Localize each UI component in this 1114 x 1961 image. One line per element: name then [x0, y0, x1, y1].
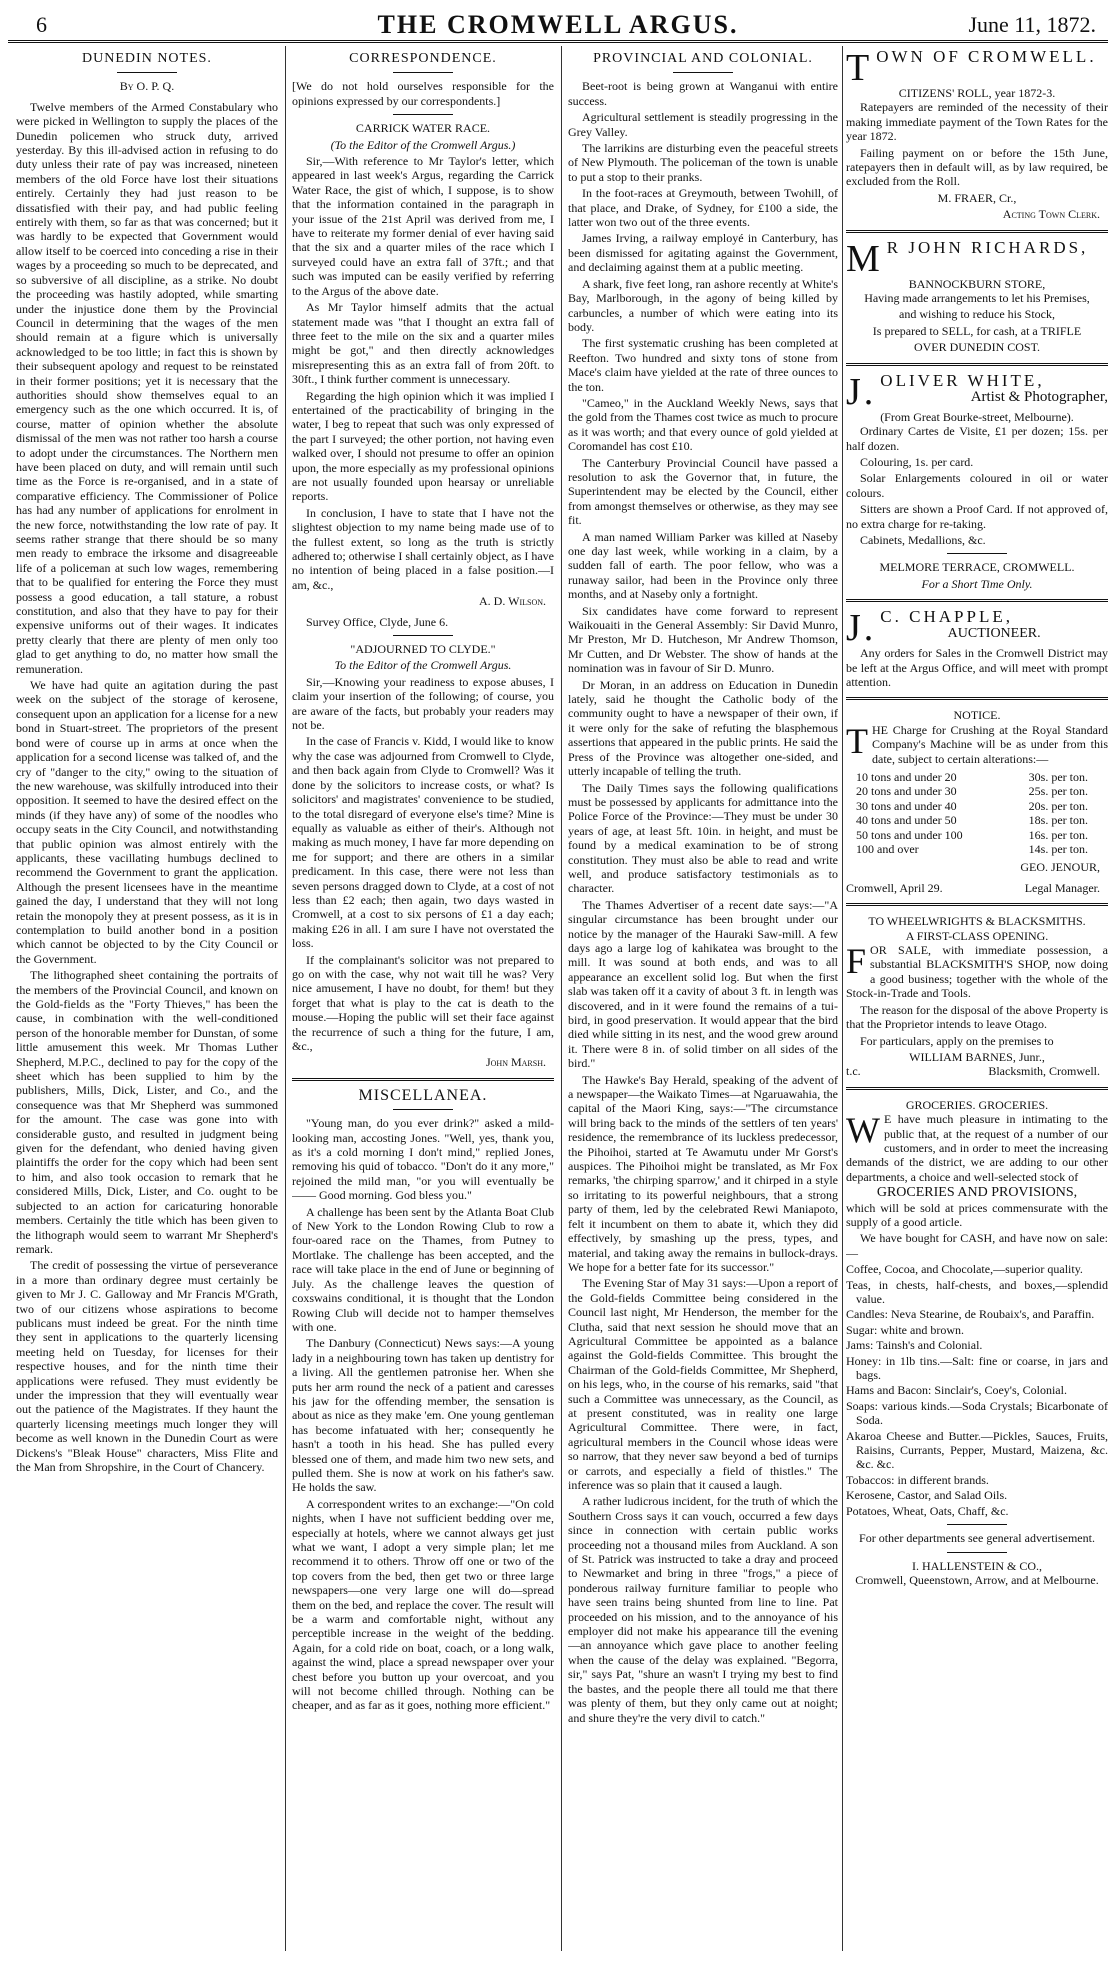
rate-price: 18s. per ton. — [1028, 813, 1088, 828]
ad-heading: TO WHEELWRIGHTS & BLACKSMITHS. — [868, 914, 1086, 929]
news-item: A man named William Parker was killed at Naseby one day last week, while working in a claim, by a sudden fall of earth. The poor fellow, who was a runaway sailor, had been in the Province only three months, and at Naseby only a fortnight. — [568, 529, 838, 602]
drop-cap: M — [846, 237, 883, 280]
ad-title: OLIVER WHITE, — [880, 370, 1045, 390]
ad-subtitle: BANNOCKBURN STORE, — [908, 276, 1046, 291]
letter-paragraph: In conclusion, I have to state that I have not the slightest objection to my name being made use of to the fullest extent, so long as the truth is strictly adhered to; otherwise I shall certainly object, as I have no intention of being placed in a false position.—I am, &c., — [292, 505, 554, 592]
ad-line: OVER DUNEDIN COST. — [913, 340, 1041, 355]
ad-text: We have bought for CASH, and have now on sale:— — [846, 1231, 1108, 1260]
news-item: Agricultural settlement is steadily progressing in the Grey Valley. — [568, 110, 838, 139]
article-paragraph: The credit of possessing the virtue of perseverance in a more than ordinary degree must certainly be given to Mr J. C. Galloway and Mr Francis M'Grath, two of our citizens whose aspirations to become publicans must indeed be great. For the ninth time they sent in applications to the quarterly licensing meeting held on Tuesday, for licenses for their respective houses, and for the ninth time their applications were refused. They must evidently be under the impression that they will eventually wear out the patience of the Magistrates. If they haunt the quarterly licensing meetings much longer they will become as well known in the Dunedin Court as were Dickens's "Bleak House" characters, Miss Flite and the Man from Shropshire, in the Court of Chancery. — [16, 1258, 278, 1474]
ad-title: R JOHN RICHARDS, — [886, 237, 1089, 257]
grocery-item: Hams and Bacon: Sinclair's, Coey's, Colonial. — [846, 1383, 1067, 1398]
ad-item: Cabinets, Medallions, &c. — [860, 532, 986, 547]
rate-price: 20s. per ton. — [1028, 798, 1088, 813]
ad-text: which will be sold at prices commensurate with the supply of a good article. — [846, 1200, 1108, 1229]
section-heading: DUNEDIN NOTES. — [82, 51, 212, 66]
ad-signature: GEO. JENOUR, — [1020, 860, 1100, 875]
byline: By O. P. Q. — [119, 79, 175, 94]
ad-footer-note: For other departments see general advertisement. — [859, 1531, 1095, 1546]
grocery-item: Coffee, Cocoa, and Chocolate,—superior quality. — [846, 1262, 1083, 1277]
article-paragraph: The lithographed sheet containing the portraits of the members of the Provincial Council, and known on the Gold-fields as the "Forty Thieves," has been the cause, in combination with the well-conditioned person of the honorable member for Dunstan, of some little amusement this week. Mr Thomas Luther Shepherd, M.P.C., declined to pay for the copy of the sheet which has been supplied to him by the publishers, Mills, Dick, Lister, and Co., and the consequence was that Mr Shepherd was summoned for the amount. The case was gone into with considerable gusto, and resulted in judgment being given for the defendant, who denied having given plaintiffs the order for the copy which had been sent to him, and also took occasion to remark that he considered Mills, Dick, Lister, and Co. ought to be subjected to an action for caricaturing honorable members. Certainly the title which has been given to the lithograph would seem to warrant Mr Shepherd's remark. — [16, 968, 278, 1256]
letter-paragraph: As Mr Taylor himself admits that the actual statement made was "that I thought an extra fall of three feet to the mile on the six and a quarter miles might be got," and then directly acknowledges misrepresenting this as an extra fall of from 20ft. to 30ft., I think further comment is unnecessary. — [292, 300, 554, 387]
ad-groceries — [846, 1098, 1108, 1588]
ad-text: HE Charge for Crushing at the Royal Standard Company's Machine will be as under from this date, subject to certain alterations:— — [872, 722, 1108, 766]
news-item: The Evening Star of May 31 says:—Upon a report of the Gold-fields Committee being considered in the Council last night, Mr Henderson, the member for the Clutha, said that next session he should move that an Agricultural Committee be appointed as a balance against the Gold-fields Committee. This brought the Chairman of the Gold-fields Committee, Mr Shepherd, on his legs, who, in the course of his remarks, said "that such a Committee was unnecessary, as the Council, as at present constituted, was in reality one large Agricultural Committee. There were, in fact, agricultural members in the Council whose ideas were so narrow, that they never saw beyond a bed of turnips or carrots, and especially a field of thistles." The inference was so plain that it caused a laugh. — [568, 1276, 838, 1492]
ad-line: and wishing to reduce his Stock, — [899, 307, 1055, 322]
masthead — [8, 6, 1108, 43]
ad-crushing-notice — [846, 708, 1108, 895]
ad-footer-note: For a Short Time Only. — [921, 576, 1033, 591]
divider — [947, 553, 1007, 554]
rate-price: 14s. per ton. — [1028, 842, 1088, 857]
news-item: Beet-root is being grown at Wanganui with entire success. — [568, 79, 838, 108]
ad-title-line: Artist & Photographer, — [970, 389, 1108, 406]
grocery-item: Akaroa Cheese and Butter.—Pickles, Sauces, Fruits, Raisins, Currants, Pepper, Mustard, Maizena, &c. &c. &c. — [846, 1428, 1108, 1472]
rate-row — [856, 813, 1108, 827]
page-number: 6 — [36, 12, 47, 37]
news-item: The Thames Advertiser of a recent date says:—"A singular circumstance has been brought under our notice by the manager of the Hauraki Saw-mill. A few days ago a large log of kahikatea was brought to the mill. It was sound at both ends, and was to all appearance an excellent solid log. But when the first slab was taken off it a cavity of about 3 ft. in length was discovered, and in it were found the remains of a tui-bird, in good preservation. It would appear that the bird died while sitting in its nest, and the wood grew around it. There were 8 in. of solid timber on all sides of the bird." — [568, 897, 838, 1071]
ad-footer: MELMORE TERRACE, CROMWELL. — [879, 560, 1075, 575]
ad-title: C. CHAPPLE, — [880, 607, 1013, 627]
ad-address: Cromwell, Queenstown, Arrow, and at Melbourne. — [855, 1572, 1099, 1587]
ad-line: Is prepared to SELL, for cash, at a TRIFLE — [872, 323, 1082, 338]
ad-signature: WILLIAM BARNES, Junr., — [909, 1049, 1045, 1064]
news-item: Six candidates have come forward to represent Waikouaiti in the General Assembly: Sir David Munro, Mr Preston, Mr D. Hutcheson, Mr Andrew Thomson, Mr Cutten, and Dr Webster. The show of hands at the nomination was in favour of Sir D. Munro. — [568, 603, 838, 676]
divider — [673, 72, 733, 73]
ad-signature-line — [846, 1064, 1108, 1078]
rate-row — [856, 784, 1108, 798]
ad-role: Legal Manager. — [1024, 880, 1100, 895]
news-item: The Hawke's Bay Herald, speaking of the advent of a newspaper—the Waikato Times—at Ngaruawahia, the capital of the Maori King, says:—"The circumstance will bring back to the minds of the settlers of ten years' residence, the remembrance of its luckless predecessor, the Pihoihoi, started at Te Awamutu under Mr Gorst's auspices. The Pihoihoi might be translated, as Mr Fox remarks, 'the chirping sparrow,' and it chirped in a style so irritating to its powerful neighbours, that a strong party of them, led by the celebrated Rewi Maniapoto, felt it incumbent on them to abate it, which they did effectively, by smashing up the press, types, and material, and taking away the remains in bullock-drays. We hope for a better fate for its successor." — [568, 1072, 838, 1274]
ad-place: Cromwell, April 29. — [846, 880, 943, 895]
ad-line: Having made arrangements to let his Premises, — [864, 291, 1090, 306]
divider — [117, 72, 177, 73]
ad-oliver-white — [846, 370, 1108, 591]
news-item: The first systematic crushing has been completed at Reefton. Two hundred and sixty tons of stone from Mace's claim have yielded at the rate of three ounces to the ton. — [568, 336, 838, 394]
article-paragraph: We have had quite an agitation during the past week on the subject of the storage of kerosene, consequent upon an application for a license for a new bond in Stuart-street. The proprietors of the present bond were of course up in arms at once when the application for a second license was talked of, and the cry of "danger to the city," owing to the situation of the new warehouse, was skilfully introduced into their opposition. It seemed to have the desired effect on the minds (if they have any) of some of the noodles who occupy seats in the City Council, and notwithstanding that public opinion was almost entirely with the applicants, these vacillating humbugs declined to recommend the Government to grant the application. Although the present licensees have in the meantime gained the day, I understand that they will not long retain the monopoly they at present possess, as it is in contemplation to build another bond in a position which cannot be objected to by the City Council or the Government. — [16, 678, 278, 966]
divider — [846, 903, 1108, 906]
letter-paragraph: Sir,—With reference to Mr Taylor's letter, which appeared in last week's Argus, regarding the Carrick Water Race, the gist of which, I suppose, is to show that the information contained in the paragraph in your issue of the 21st April was derived from me, I have to reiterate my former denial of ever having said that the six and a quarter miles of the race which I surveyed could have an extra fall of 37ft.; and that such was imputed can be easily verified by referring to the Argus of the above date. — [292, 154, 554, 298]
ad-john-richards — [846, 237, 1108, 355]
divider — [846, 230, 1108, 233]
divider — [393, 114, 453, 115]
drop-cap: T — [846, 47, 873, 89]
rate-range: 30 tons and under 40 — [856, 798, 957, 813]
divider — [947, 1552, 1007, 1553]
drop-cap: T — [846, 720, 868, 761]
ad-item: Ordinary Cartes de Visite, £1 per dozen; 15s. per half dozen. — [846, 424, 1108, 453]
divider — [846, 697, 1108, 700]
rate-range: 100 and over — [856, 842, 919, 857]
news-item: The Daily Times says the following qualifications must be possessed by applicants for admittance into the Police Force of the Province:—They must be under 30 years of age, at least 5ft. 10in. in height, and must be found by a medical examination to be of strong constitution. They must also be able to read and write well, and produce satisfactory testimonials as to character. — [568, 780, 838, 896]
grocery-item: Sugar: white and brown. — [846, 1322, 964, 1337]
rate-table — [856, 770, 1108, 856]
rate-price: 16s. per ton. — [1028, 827, 1088, 842]
section-heading: PROVINCIAL AND COLONIAL. — [593, 51, 813, 66]
ad-role: Blacksmith, Cromwell. — [988, 1064, 1100, 1079]
rate-row — [856, 842, 1108, 856]
divider — [393, 72, 453, 73]
ad-address: (From Great Bourke-street, Melbourne). — [880, 409, 1074, 424]
column-dunedin-notes — [16, 46, 278, 1951]
rate-price: 30s. per ton. — [1028, 770, 1088, 784]
divider — [292, 1078, 554, 1081]
news-item: A rather ludicrous incident, for the truth of which the Southern Cross says it can vouch, occurred a few days since in connection with certain public works proceeding not a thousand miles from Auckland. A son of St. Patrick was instructed to take a dray and proceed to Newmarket and bring in three "frogs," a piece of ponderous railway furniture familiar to people who have seen trains being shunted from line to line. Pat proceeded on his mission, and to the annoyance of his employer did not make his appearance till the evening—an annoyance which gave place to another feeling when the cause of the delay was explained. "Begorra, sir," says Pat, "shure an wasn't I trying my best to find the bastes, and the people there all tould me that there was plenty of them, but they only came out at noight; and shure they're the very divil to catch." — [568, 1494, 838, 1725]
column-divider — [842, 46, 843, 1951]
letter-title: "ADJOURNED TO CLYDE." — [350, 642, 496, 657]
letter-place: Survey Office, Clyde, June 6. — [306, 614, 449, 629]
newspaper-title: THE CROMWELL ARGUS. — [377, 10, 739, 39]
letter-paragraph: Sir,—Knowing your readiness to expose abuses, I claim your insertion of the following; of course, you are aware of the facts, but probably your readers may not be. — [292, 674, 554, 733]
ad-text: The reason for the disposal of the above Property is that the Proprietor intends to leave Otago. — [846, 1002, 1108, 1032]
letter-signature: John Marsh. — [485, 1055, 546, 1070]
column-divider — [561, 46, 562, 1951]
ad-text: For particulars, apply on the premises to — [860, 1033, 1054, 1048]
divider — [846, 599, 1108, 602]
letter-signature: A. D. Wilson. — [479, 594, 546, 609]
column-provincial-colonial — [568, 46, 838, 1951]
grocery-item: Potatoes, Wheat, Oats, Chaff, &c. — [846, 1503, 1009, 1518]
divider — [947, 1524, 1007, 1525]
divider — [846, 1087, 1108, 1090]
ad-big-text: GROCERIES AND PROVISIONS, — [876, 1185, 1078, 1201]
ad-town-of-cromwell — [846, 47, 1108, 222]
drop-cap: J. — [846, 607, 877, 650]
ad-chapple — [846, 607, 1108, 689]
grocery-item: Candles: Neva Stearine, de Roubaix's, and Paraffin. — [846, 1307, 1095, 1322]
news-item: In the foot-races at Greymouth, between Twohill, of that place, and Drake, of Sydney, for £100 a side, the latter won two out of the three events. — [568, 186, 838, 230]
ad-text: OR SALE, with immediate possession, a substantial BLACKSMITH'S SHOP, now doing a good business; together with the whole of the Stock-in-Trade and Tools. — [846, 943, 1108, 1001]
ad-heading: NOTICE. — [953, 708, 1001, 723]
column-divider — [285, 46, 286, 1951]
ad-text: Failing payment on or before the 15th June, ratepayers then in default will, as by law required, be excluded from the Roll. — [846, 145, 1108, 189]
rate-row — [856, 799, 1108, 813]
news-item: The larrikins are disturbing even the peaceful streets of New Plymouth. The policeman of the town is unable to put a stop to their pranks. — [568, 141, 838, 184]
article-paragraph: Twelve members of the Armed Constabulary who were picked in Wellington to supply the places of the Dunedin policemen who struck duty, arrived yesterday. By this ill-advised action in refusing to do duty unless their rate of pay was increased, nineteen members of the old Force have lost their situations entirely. Certainly they had just reason to be dissatisfied with their pay, and had public feeling entirely with them, so far as that was concerned; but it was hardly to be expected that Government would allow itself to be coerced into conceding a rise in their wages by a proceeding so much to be deprecated, and so subversive of all discipline, as a strike. No doubt the proceeding was hastily adopted, while smarting under the injustice done them by the Provincial Council in determining that the wages of the men should remain at a figure which is universally acknowledged to be too little; in fact this is shown by their subsequent apology and request to be reinstated in their former positions; yet it is necessary that the authorities should show themselves equal to an emergency such as the one which occurred. It is, of course, matter of opinion whether the absolute dismissal of the men was not rather too harsh a course to adopt under the circumstances. The Northern men have been placed on duty, and will remain until such time as the Force is re-organised, and in a state of comparative efficiency. The Commissioner of Police has had any number of applications for enrolment in the new force, notwithstanding the low rate of pay. It seems rather strange that there should be so many men ready to embrace the irksome and disagreeable life of a policeman at such low wages, remembering that to be qualified for entering the Force they must possess a good education, a tall stature, a robust constitution, and also that they have to pay for their expensive uniforms out of their wages. It indicates pretty clearly that there are plenty of men only too glad to get anything to do, no matter how small the remuneration. — [16, 99, 278, 676]
article-paragraph: A challenge has been sent by the Atlanta Boat Club of New York to the London Rowing Club to row a four-oared race on the Thames, from Putney to Mortlake. The challenge has been accepted, and the race will take place in the end of June or beginning of July. As the challenge leaves the question of coxswains conditional, it is thought that the London Rowing Club will decide not to hamper themselves with one. — [292, 1204, 554, 1334]
ad-subtitle: AUCTIONEER. — [947, 625, 1041, 641]
ad-item: Solar Enlargements coloured in oil or water colours. — [846, 471, 1108, 500]
rate-row — [856, 828, 1108, 842]
news-item: James Irving, a railway employé in Canterbury, has been dismissed for agitating against the Government, and declaiming against them at a public meeting. — [568, 231, 838, 275]
letter-address: To the Editor of the Cromwell Argus. — [334, 658, 512, 673]
ad-heading: GROCERIES. GROCERIES. — [905, 1097, 1049, 1112]
letter-paragraph: If the complainant's solicitor was not prepared to go on with the case, why not wait till he was? Very nice amusement, I have no doubt, for them! but they forget that what is play to the cat is death to the mouse.—Hoping the public will set their face against the recurrence of such a thing for the future, I am, &c., — [292, 952, 554, 1053]
column-correspondence — [292, 46, 554, 1951]
ad-signature-role: Acting Town Clerk. — [1002, 207, 1100, 222]
article-paragraph: A correspondent writes to an exchange:—"On cold nights, when I have not sufficient bedding over me, especially at hotels, where we cannot always get just what we want, I adopt a very simple plan; let me recommend it to others. Throw off one or two of the top covers from the bed, then get two or three large newspapers—one very large one will do—spread them on the bed, and replace the cover. The result will be a warm and comfortable night, without any perceptible increase in the weight of the bedding. Again, for a cold ride on boat, coach, or a long walk, against the wind, place a spread newspaper over your chest before you button up your overcoat, and you will not become chilled through. Nothing can be cheaper, and as far as it goes, nothing more efficient." — [292, 1496, 554, 1713]
ad-title: OWN OF CROMWELL. — [876, 47, 1097, 66]
rate-range: 40 tons and under 50 — [856, 813, 957, 828]
ad-subheading: A FIRST-CLASS OPENING. — [905, 928, 1049, 943]
ad-item: Sitters are shown a Proof Card. If not approved of, no extra charge for re-taking. — [846, 502, 1108, 531]
ad-signature-prefix: t.c. — [846, 1064, 861, 1079]
disclaimer: [We do not hold ourselves responsible for the opinions expressed by our correspondents.] — [292, 79, 554, 108]
rate-range: 50 tons and under 100 — [856, 827, 963, 842]
rate-range: 10 tons and under 20 — [856, 770, 957, 784]
grocery-item: Jams: Tainsh's and Colonial. — [846, 1338, 983, 1353]
article-paragraph: The Danbury (Connecticut) News says:—A young lady in a neighbouring town has taken up dentistry for a living. All the gentlemen patronise her. When she puts her arm round the neck of a patient and caresses his jaw for the offending member, the sensation is about as nice as they make 'em. One young gentleman has become infatuated with her; consequently he hasn't a tooth in his head. She has pulled every blessed one of them, and made him two new sets, and pulled them. She is now at work on his father's saw. He holds the saw. — [292, 1336, 554, 1495]
grocery-item: Soaps: various kinds.—Soda Crystals; Bicarbonate of Soda. — [846, 1398, 1108, 1428]
ad-text: Ratepayers are reminded of the necessity of their making immediate payment of the Town Rates for the year 1872. — [846, 100, 1108, 144]
issue-date: June 11, 1872. — [968, 12, 1096, 37]
drop-cap: F — [846, 941, 867, 982]
ad-blacksmith — [846, 914, 1108, 1078]
letter-paragraph: In the case of Francis v. Kidd, I would like to know why the case was adjourned from Cromwell to Clyde, and then back again from Clyde to Cromwell? Was it done by the solicitors to increase costs, or what? Is solicitors' and magistrates' convenience to be studied, to the total disregard of everyone else's time? Mine is equally as valuable as either of their's. Although not making as much money, I have far more depending on me for support; and there are others in a similar predicament. In this case, there were not less than seven persons dragged down to Clyde, at a cost of not less than £2 each; then again, two days wasted in Cromwell, at a cost to six persons of £1 a day each; making £26 in all. I am sure I have not overstated the loss. — [292, 734, 554, 951]
grocery-item: Teas, in chests, half-chests, and boxes,—splendid value. — [846, 1277, 1108, 1306]
news-item: "Cameo," in the Auckland Weekly News, says that the gold from the Thames cost twice as much to procure as it was worth; and that every ounce of gold yielded at Coromandel has cost £10. — [568, 395, 838, 454]
section-heading: MISCELLANEA. — [358, 1086, 488, 1104]
grocery-item: Tobaccos: in different brands. — [846, 1472, 989, 1487]
news-item: A shark, five feet long, ran ashore recently at White's Bay, Marlborough, in the agony of being killed by carbuncles, a number of which were eating into its body. — [568, 276, 838, 334]
rate-row — [856, 770, 1108, 784]
grocery-item: Honey: in 1lb tins.—Salt: fine or coarse, in jars and bags. — [846, 1353, 1108, 1383]
news-item: The Canterbury Provincial Council have passed a resolution to ask the Governor that, in future, the Superintendent may be elected by the Council, either from amongst themselves or otherwise, as they may see fit. — [568, 455, 838, 528]
rate-range: 20 tons and under 30 — [856, 784, 957, 799]
letter-title: CARRICK WATER RACE. — [355, 121, 491, 136]
ad-text: E have much pleasure in intimating to the public that, at the request of a number of our customers, and in order to meet the increasing demands of the district, we are adding to our other departments, a choice and well-selected stock of — [846, 1112, 1108, 1184]
ad-item: Colouring, 1s. per card. — [860, 454, 974, 469]
letter-paragraph: Regarding the high opinion which it was implied I entertained of the practicability of bringing in the water, I beg to repeat that such was only expressed of the part I surveyed; the other portion, not having even walked over, I should not presume to offer an opinion upon, the more especially as my professional opinions are not usually founded upon hearsay or unreliable reports. — [292, 388, 554, 504]
section-heading: CORRESPONDENCE. — [349, 51, 497, 66]
rate-price: 25s. per ton. — [1028, 784, 1088, 799]
ad-text: Any orders for Sales in the Cromwell District may be left at the Argus Office, and will meet with prompt attention. — [846, 646, 1108, 689]
divider — [393, 635, 453, 636]
drop-cap: J. — [846, 370, 877, 413]
ad-signature: I. HALLENSTEIN & CO., — [912, 1558, 1042, 1573]
divider — [846, 363, 1108, 366]
ad-signature: M. FRAER, Cr., — [937, 190, 1017, 205]
letter-address: (To the Editor of the Cromwell Argus.) — [330, 137, 516, 152]
news-item: Dr Moran, in an address on Education in Dunedin lately, said he thought the Catholic body of the community ought to have a newspaper of their own, if it were only for the sake of refuting the blasphemous assertions that appeared in the public prints. He said the Press of the Province was altogether one-sided, and utterly incapable of telling the truth. — [568, 677, 838, 779]
column-advertisements — [846, 46, 1108, 1951]
ad-signature-line — [846, 881, 1108, 895]
drop-cap: W — [846, 1110, 880, 1151]
grocery-item: Kerosene, Castor, and Salad Oils. — [846, 1488, 1008, 1503]
divider — [393, 1109, 453, 1110]
article-paragraph: "Young man, do you ever drink?" asked a mild-looking man, accosting Jones. "Well, yes, thank you, as it's a cold morning I don't mind," replied Jones, removing his quid of tobacco. "Don't do it any more," rejoined the mild man, "or you will eventually be —— Good morning. God bless you." — [292, 1116, 554, 1203]
ad-subtitle: CITIZENS' ROLL, year 1872-3. — [898, 86, 1056, 100]
